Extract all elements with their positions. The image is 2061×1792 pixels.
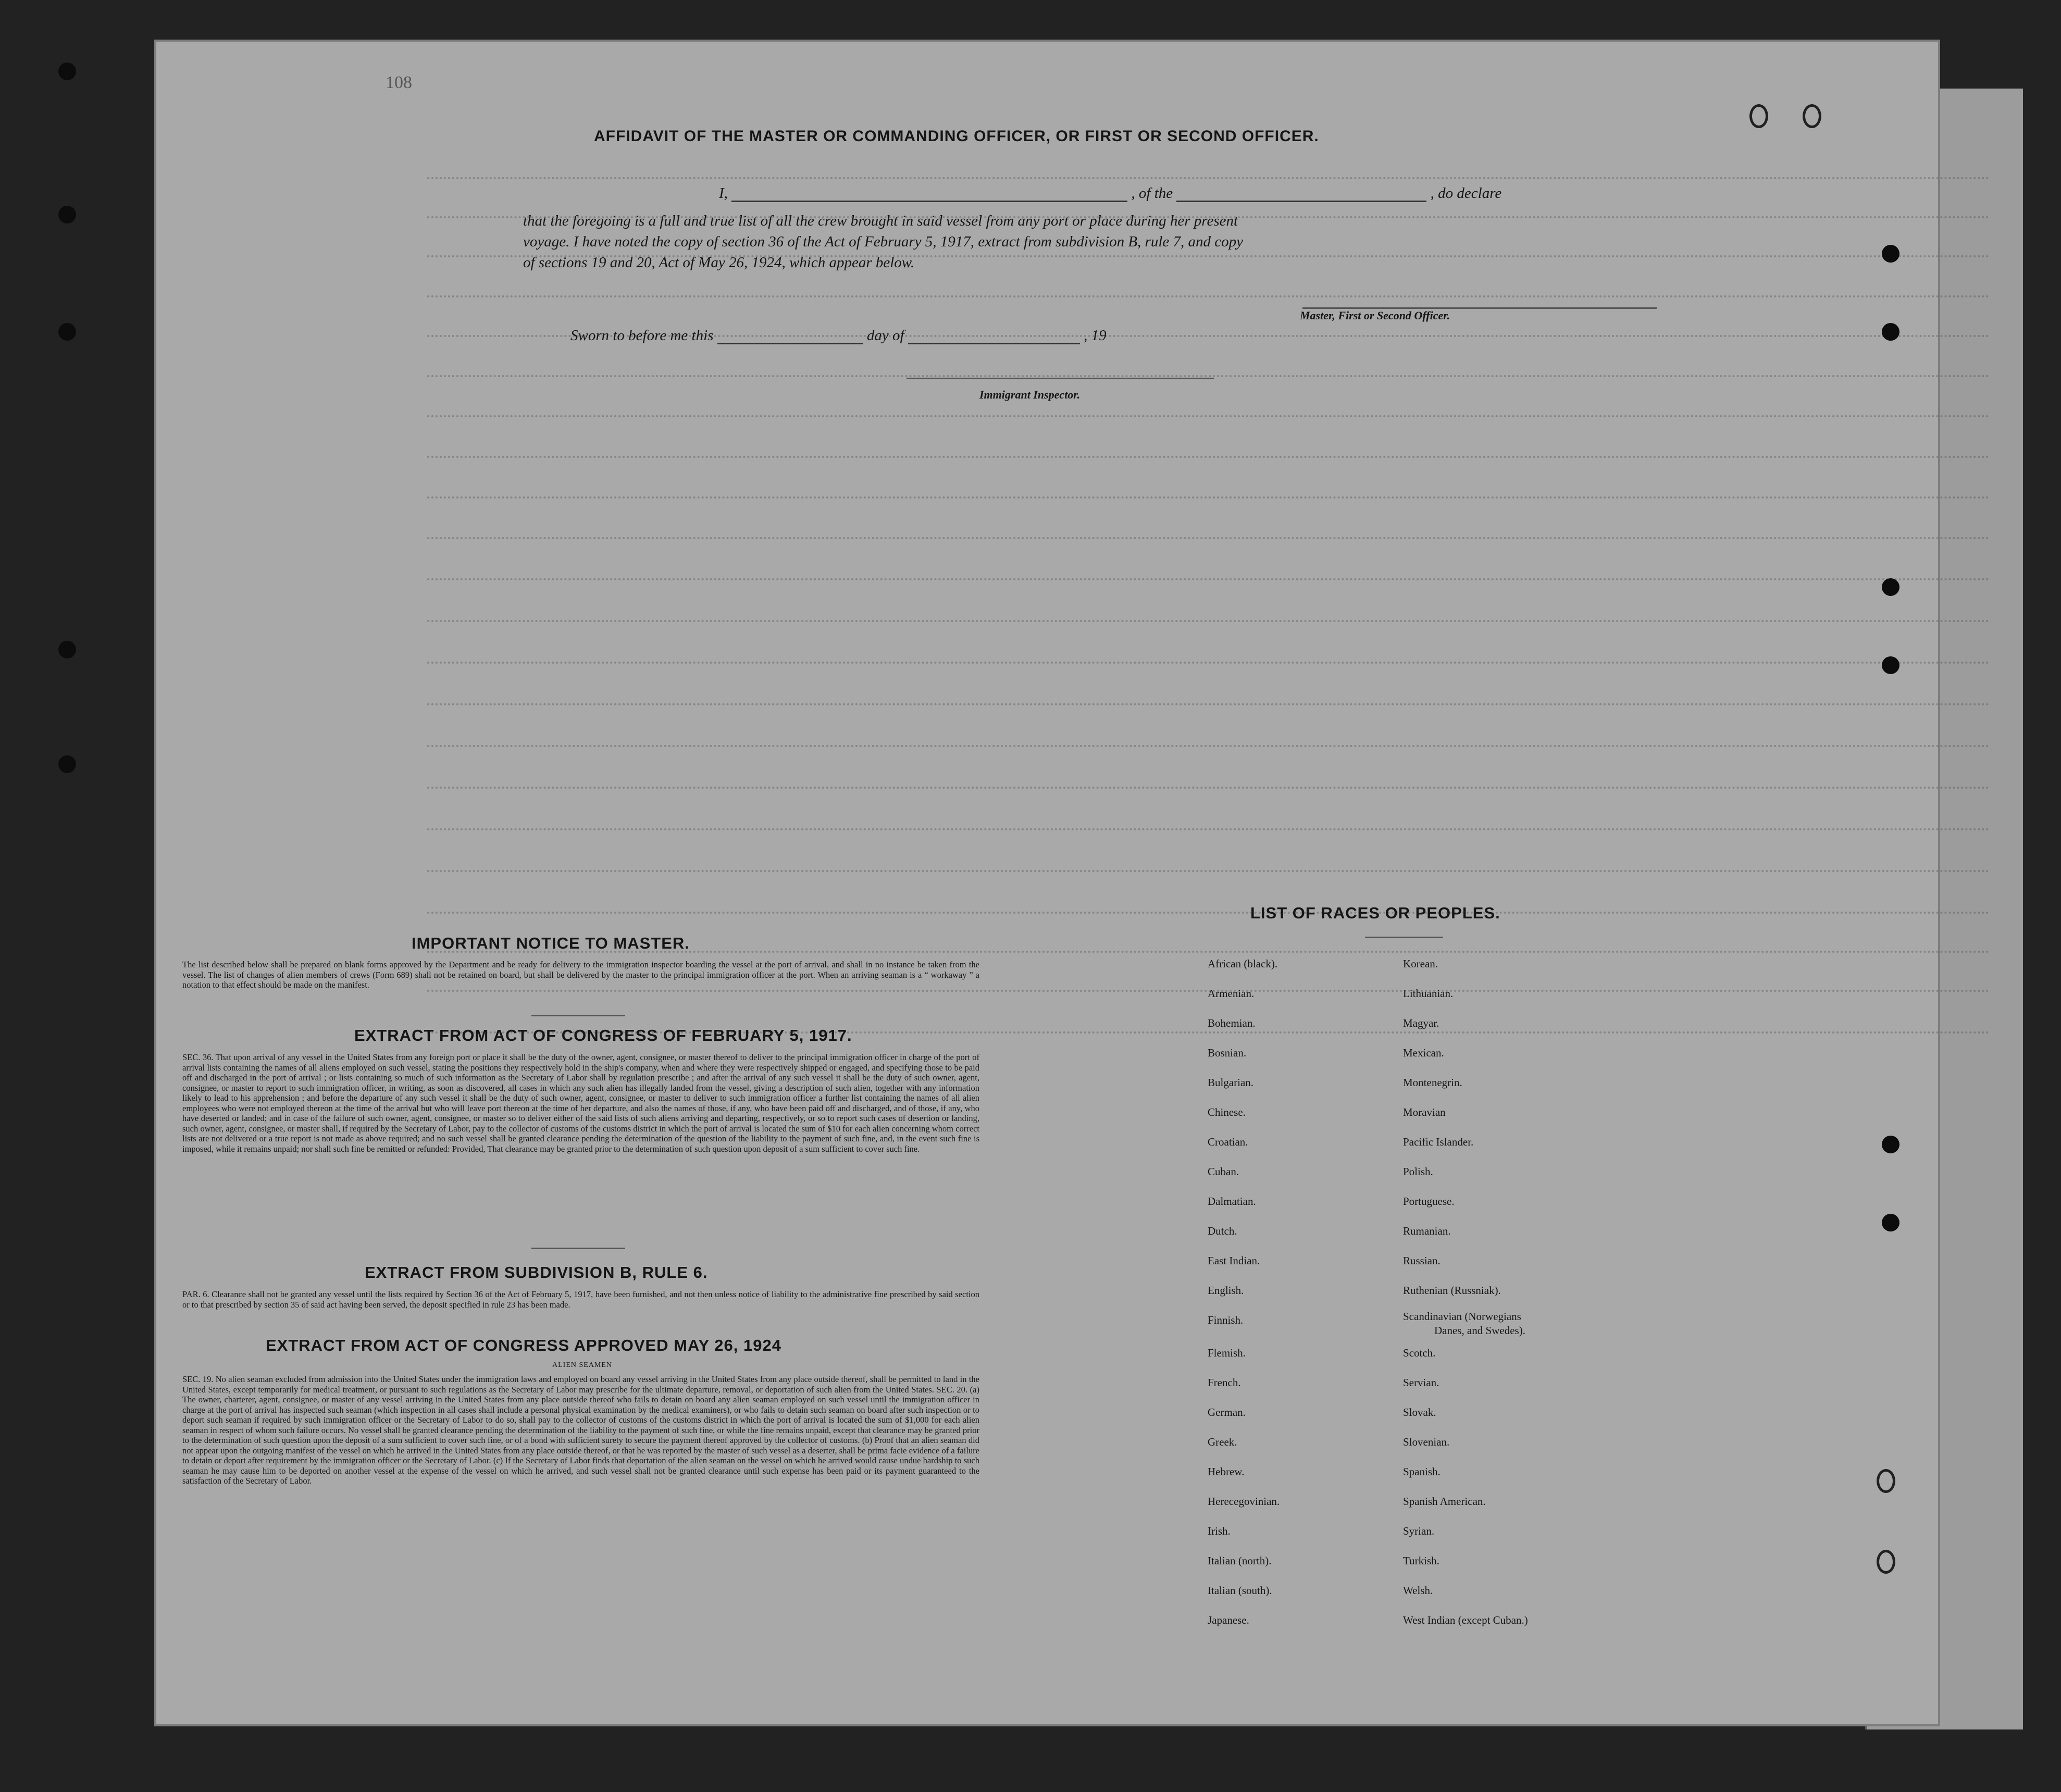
race-left-10: East Indian. (1208, 1254, 1260, 1267)
extract-1917-title: EXTRACT FROM ACT OF CONGRESS OF FEBRUARY 5, 1917. (354, 1026, 852, 1044)
affidavit-body-2: voyage. I have noted the copy of section 36 of the Act of February 5, 1917, extract from subdivision B, rule 7, and copy (523, 233, 1244, 250)
year-text: , 19 (1084, 327, 1107, 344)
extract-1917-text: SEC. 36. That upon arrival of any vessel in the United States from any foreign port or place it shall be the duty of the owner, agent, consignee, or master thereof to deliver to the principal immigration officer in charge of the port of arrival lists containing the names of all aliens employed on such vessel, stating the positions they respectively hold in the ship's company, when and where they were respectively shipped or engaged, and specifying those to be paid off and discharged in the port of arrival ; or lists containing so much of such information as the Secretary of Labor shall by regulation prescribe ; and after the arrival of any such vessel it shall be the duty of such owner, agent, consignee, or master to report to such immigration officer, in writing, as soon as discovered, all cases in which any such alien has illegally landed from the vessel, giving a description of such alien, together with any information likely to lead to his apprehension ; and before the departure of any such vessel it shall be the duty of such owner, agent, consignee, or master to deliver to such immigration officer a further list containing the names of all alien employees who were not employed thereon at the time of the arrival but who will leave port thereon at the time of her departure, and also the names of those, if any, who have been paid off and discharged, and of those, if any, who have deserted or landed; and in case of the failure of such owner, agent, consignee, or master so to deliver either of the said lists of such aliens arriving and departing, respectively, or so to report such cases of desertion or landing, such owner, agent, consignee, or master shall, if required by the Secretary of Labor, pay to the collector of customs of the customs district in which the port of arrival is located the sum of $10 for each alien concerning whom correct lists are not delivered or a true report is not made as above required; and no such vessel shall be granted clearance pending the determination of the question of the liability to the payment of such fine, and, in the event such fine is imposed, while it remains unpaid; nor shall such fine be remitted or refunded: Provided, That clearance may be granted prior to the determination of such question upon deposit of a sum sufficient to cover such fine. (182, 1052, 979, 1154)
race-right-17: Spanish. (1403, 1465, 1441, 1478)
binder-hole-icon (1882, 578, 1899, 596)
race-right-14: Servian. (1403, 1376, 1439, 1389)
race-right-4: Montenegrin. (1403, 1076, 1462, 1089)
race-right-21: Welsh. (1403, 1584, 1433, 1597)
vessel-name-field[interactable] (1176, 201, 1426, 202)
inspector-signature-line[interactable] (907, 378, 1214, 379)
race-right-22: West Indian (except Cuban.) (1403, 1614, 1528, 1626)
race-left-14: French. (1208, 1376, 1241, 1389)
master-name-field[interactable] (731, 201, 1127, 202)
extract-1924-text: SEC. 19. No alien seaman excluded from admission into the United States under the immigration laws and employed on board any vessel arriving in the United States from any place outside thereof, shall be permitted to land in the United States, except temporarily for medical treatment, or pursuant to such regulations as the Secretary of Labor may prescribe for the ultimate departure, removal, or deportation of such alien from the United States. SEC. 20. (a) The owner, charterer, agent, consignee, or master of any vessel arriving in the United States from any place outside thereof who fails to detain on board any alien seaman employed on such vessel until the immigration officer in charge at the port of arrival has inspected such seaman (which inspection in all cases shall include a personal physical examination by the medical examiners), or who fails to detain such seaman on board after such inspection or to deport such seaman if required by such immigration officer or the Secretary of Labor to do so, shall pay to the collector of customs of the customs district in which the port of arrival is located the sum of $1,000 for each alien seaman in respect of whom such failure occurs. No vessel shall be granted clearance pending the determination of the liability to the payment of such fine, or while the fine remains unpaid, except that clearance may be granted prior to the determination of such question upon the deposit of a sum sufficient to cover such fine, or of a bond with sufficient surety to secure the payment thereof approved by the collector of customs. (b) Proof that an alien seaman did not appear upon the outgoing manifest of the vessel on which he arrived in the United States from any place outside thereof, or that he was reported by the master of such vessel as a deserter, shall be prima facie evidence of a failure to detain or deport after requirement by the immigration officer or the Secretary of Labor. (c) If the Secretary of Labor finds that deportation of the alien seaman on the vessel on which he arrived would cause undue hardship to such seaman he may cause him to be deported on another vessel at the expense of the vessel on which he arrived, and such vessel shall not be granted clearance until such expense has been paid or its payment guaranteed to the satisfaction of the Secretary of Labor. (182, 1374, 979, 1486)
race-right-7: Polish. (1403, 1165, 1433, 1178)
declare-do: , do declare (1430, 185, 1502, 202)
race-left-15: German. (1208, 1406, 1246, 1418)
race-left-3: Bosnian. (1208, 1047, 1247, 1059)
extract-1924-subtitle: ALIEN SEAMEN (552, 1361, 613, 1369)
binder-hole-icon (58, 755, 76, 773)
master-signature-caption: Master, First or Second Officer. (1300, 309, 1450, 322)
race-right-19: Syrian. (1403, 1525, 1435, 1537)
binder-ring-icon (1749, 104, 1768, 128)
notice-title: IMPORTANT NOTICE TO MASTER. (412, 934, 690, 952)
races-title: LIST OF RACES OR PEOPLES. (1250, 904, 1500, 922)
race-right-11: Ruthenian (Russniak). (1403, 1284, 1501, 1297)
affidavit-body-3: of sections 19 and 20, Act of May 26, 1924, which appear below. (523, 254, 915, 271)
race-right-3: Mexican. (1403, 1047, 1444, 1059)
race-left-18: Herecegovinian. (1208, 1495, 1280, 1508)
race-left-8: Dalmatian. (1208, 1195, 1256, 1208)
race-left-22: Japanese. (1208, 1614, 1249, 1626)
declare-line (563, 185, 1688, 202)
race-left-5: Chinese. (1208, 1106, 1246, 1118)
binder-hole-icon (1882, 656, 1899, 674)
declare-i: I, (719, 185, 728, 202)
binder-ring-icon (1877, 1469, 1895, 1493)
sworn-text: Sworn to before me this (570, 327, 714, 344)
sworn-month-field[interactable] (908, 343, 1080, 344)
extract-rule6-text: PAR. 6. Clearance shall not be granted any vessel until the lists required by Section 36 of the Act of February 5, 1917, have been furnished, and not then unless notice of liability to the administrative fine prescribed by said section or to that prescribed by section 35 of said act having been served, the deposit specified in rule 23 has been made. (182, 1289, 979, 1310)
race-right-9: Rumanian. (1403, 1225, 1451, 1237)
race-left-12: Finnish. (1208, 1314, 1244, 1326)
binder-hole-icon (58, 641, 76, 658)
race-right-5: Moravian (1403, 1106, 1446, 1118)
race-left-19: Irish. (1208, 1525, 1231, 1537)
race-right-20: Turkish. (1403, 1554, 1439, 1567)
race-right-16: Slovenian. (1403, 1436, 1450, 1448)
race-right-1: Lithuanian. (1403, 987, 1454, 1000)
race-left-21: Italian (south). (1208, 1584, 1272, 1597)
day-of-text: day of (866, 327, 904, 344)
binder-hole-icon (58, 63, 76, 80)
affidavit-title: AFFIDAVIT OF THE MASTER OR COMMANDING OFFICER, OR FIRST OR SECOND OFFICER. (594, 128, 1319, 145)
declare-of-the: , of the (1131, 185, 1173, 202)
binder-ring-icon (1877, 1550, 1895, 1574)
race-left-13: Flemish. (1208, 1347, 1246, 1359)
race-left-6: Croatian. (1208, 1136, 1248, 1148)
race-right-6: Pacific Islander. (1403, 1136, 1474, 1148)
race-left-9: Dutch. (1208, 1225, 1237, 1237)
binder-hole-icon (1882, 1136, 1899, 1153)
race-left-0: African (black). (1208, 957, 1278, 970)
binder-ring-icon (1803, 104, 1821, 128)
race-right-13: Scotch. (1403, 1347, 1436, 1359)
notice-text: The list described below shall be prepared on blank forms approved by the Department and be ready for delivery to the immigration inspector boarding the vessel at the port of arrival, and shall in no instance be taken from the vessel. The list of changes of alien members of crews (Form 689) shall not be retained on board, but shall be delivered by the master to the principal immigration officer at the port. When an arriving seaman is a “ workaway ” a notation to that effect should be made on the manifest. (182, 960, 979, 990)
race-right-12: Scandinavian (Norwegians (1403, 1310, 1521, 1323)
race-right-0: Korean. (1403, 957, 1438, 970)
race-left-17: Hebrew. (1208, 1465, 1245, 1478)
manifest-page (156, 42, 1938, 1724)
binder-hole-icon (1882, 323, 1899, 341)
race-left-2: Bohemian. (1208, 1017, 1256, 1029)
inspector-caption: Immigrant Inspector. (979, 388, 1081, 401)
race-left-7: Cuban. (1208, 1165, 1239, 1178)
race-right-8: Portuguese. (1403, 1195, 1455, 1208)
extract-1924-title: EXTRACT FROM ACT OF CONGRESS APPROVED MAY 26, 1924 (266, 1336, 781, 1354)
race-right-15: Slovak. (1403, 1406, 1436, 1418)
binder-hole-icon (1882, 245, 1899, 263)
binder-hole-icon (1882, 1214, 1899, 1231)
binder-hole-icon (58, 323, 76, 341)
race-left-16: Greek. (1208, 1436, 1237, 1448)
race-right-10: Russian. (1403, 1254, 1441, 1267)
race-right-18: Spanish American. (1403, 1495, 1486, 1508)
corner-number: 108 (386, 73, 412, 92)
race-left-4: Bulgarian. (1208, 1076, 1254, 1089)
affidavit-body-1: that the foregoing is a full and true list of all the crew brought in said vessel from any port or place during her present (523, 213, 1238, 229)
race-left-20: Italian (north). (1208, 1554, 1272, 1567)
race-left-11: English. (1208, 1284, 1244, 1297)
extract-rule6-title: EXTRACT FROM SUBDIVISION B, RULE 6. (365, 1263, 708, 1281)
sworn-day-field[interactable] (717, 343, 863, 344)
binder-hole-icon (58, 206, 76, 223)
race-right-2: Magyar. (1403, 1017, 1439, 1029)
sworn-line (570, 327, 1107, 344)
race-right-12b: Danes, and Swedes). (1434, 1324, 1525, 1337)
race-left-1: Armenian. (1208, 987, 1255, 1000)
